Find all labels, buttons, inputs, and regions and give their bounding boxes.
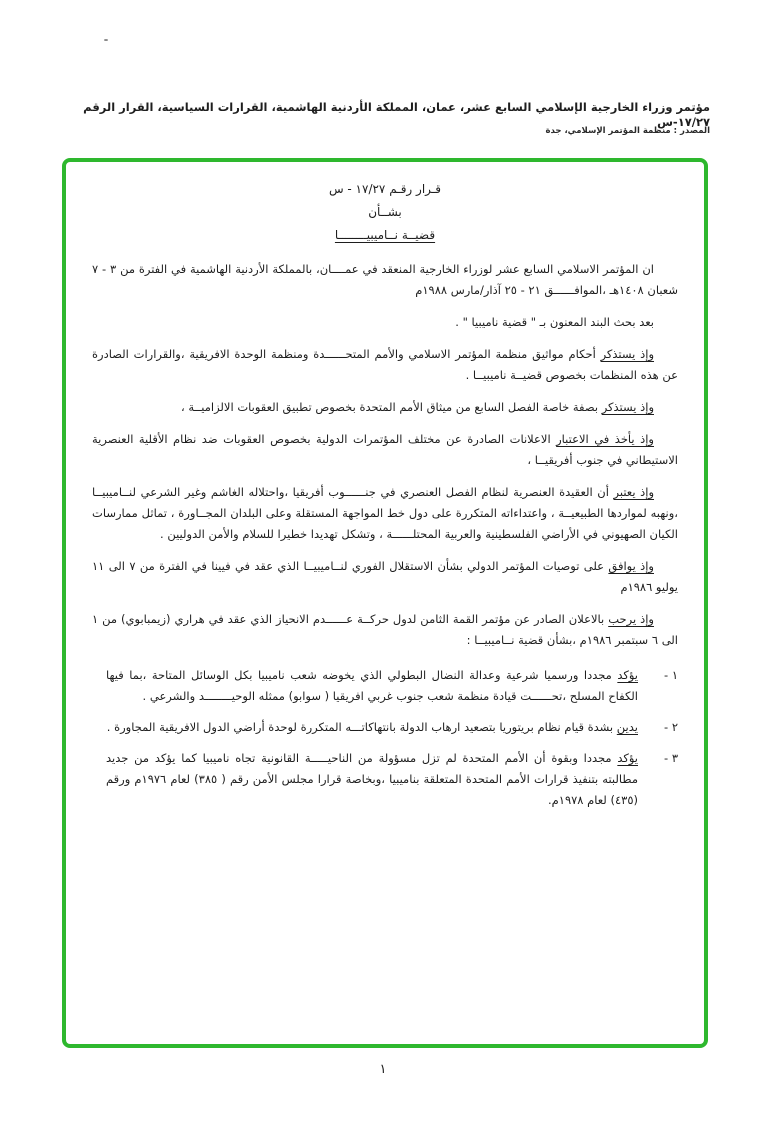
preamble-paragraph (92, 259, 678, 301)
paragraph-text: الاعلانات الصادرة عن مختلف المؤتمرات الدولية بخصوص العقوبات ضد نظام الأقلية العنصرية الاستيطاني في جنوب أفريقيــا ، (92, 432, 678, 467)
item-text: بشدة قيام نظام بريتوريا بتصعيد ارهاب الدولة بانتهاكاتـــه المتكررة لوحدة أراضي الدول الافريقية المجاورة . (106, 720, 617, 734)
item-number: ١ - (664, 668, 678, 682)
paragraph-text: أحكام مواثيق منظمة المؤتمر الاسلامي والأمم المتحــــــدة ومنظمة الوحدة الافريقية ،والقرارات الصادرة عن هذه المنظمات بخصوص قضيــة ناميبيــا . (92, 347, 678, 382)
paragraph-text: بعد بحث البند المعنون بـ " قضية ناميبيا " . (455, 315, 654, 329)
item-text-wrap (92, 665, 638, 707)
preamble-paragraph (92, 482, 678, 545)
preamble-paragraph (92, 556, 678, 598)
item-text: مجددا وبقوة أن الأمم المتحدة لم تزل مسؤولة من الناحيـــــة القانونية تجاه ناميبيا كما يؤكد من جديد مطالبته بتنفيذ قرارات الأمم المتحدة المتعلقة بناميبيا ،وبخاصة قرارا مجلس الأمن رقم ( ٣٨٥) لعام ١٩٧٦م ورقم (٤٣٥) لعام ١٩٧٨م. (106, 751, 638, 807)
preamble-paragraph (92, 344, 678, 386)
preamble-paragraph (92, 312, 678, 333)
resolution-item (92, 748, 678, 811)
paragraph-lead: وإذ يأخذ في الاعتبار (556, 432, 654, 446)
preamble-paragraph (92, 397, 678, 418)
item-text-wrap (92, 717, 638, 738)
document-green-frame (62, 158, 708, 1048)
page-number: ١ (379, 1062, 387, 1077)
item-text: مجددا ورسميا شرعية وعدالة النضال البطولي الذي يخوضه شعب ناميبيا بكل الوسائل المتاحة ،بما فيها الكفاح المسلح ،تحــــــت قيادة منظمة شعب جنوب غربي افريقيا ( سوابو) ممثله الوحيــــــــد والشرعي . (106, 668, 638, 703)
paragraph-text: بصفة خاصة الفصل السابع من ميثاق الأمم المتحدة بخصوص تطبيق العقوبات الالزاميــة ، (180, 400, 602, 414)
resolution-item (92, 665, 678, 707)
item-text-wrap (92, 748, 638, 811)
resolution-regarding-label: بشــأن (368, 205, 402, 219)
paragraph-lead: وإذ يوافق (608, 559, 654, 573)
resolution-title-block (92, 178, 678, 247)
paragraph-lead: وإذ يستذكر (601, 400, 654, 414)
preamble-paragraph (92, 609, 678, 651)
document-header-citation: مؤتمر وزراء الخارجية الإسلامي السابع عشر، عمان، المملكة الأردنية الهاشمية، القرارات السياسية، القرار الرقم ١٧/٢٧-س (83, 100, 710, 129)
document-source-line: المصدر : منظمة المؤتمر الإسلامي، جدة (545, 126, 710, 136)
paragraph-text: أن العقيدة العنصرية لنظام الفصل العنصري في جنــــــوب أفريقيا ،واحتلاله الغاشم وغير الشرعي لنــاميبيــا ،ونهبه لمواردها الطبيعيــة ، واعتداءاته المتكررة على دول خط المواجهة المستقلة وعلى البلدان المجــاورة ، تماثل ممارسات الكيان الصهيوني في الأراضي الفلسطينية والعربية المحتلــــــة ، وتشكل تهديدا خطيرا للسلام والأمن الدوليين . (92, 485, 678, 541)
paragraph-text: على توصيات المؤتمر الدولي بشأن الاستقلال الفوري لنــاميبيــا الذي عقد في فيينا في الفترة من ٧ الى ١١ يوليو ١٩٨٦م (92, 559, 678, 594)
paragraph-text: ان المؤتمر الاسلامي السابع عشر لوزراء الخارجية المنعقد في عمــــان، بالمملكة الأردنية الهاشمية في الفترة من ٣ - ٧ شعبان ١٤٠٨هـ ،الموافــــــق ٢١ - ٢٥ آذار/مارس ١٩٨٨م (92, 262, 678, 297)
paragraph-lead: وإذ يرحب (608, 612, 654, 626)
item-number: ٣ - (664, 751, 678, 765)
preamble-paragraph (92, 429, 678, 471)
paragraph-text: بالاعلان الصادر عن مؤتمر القمة الثامن لدول حركــة عــــــدم الانحياز الذي عقد في هراري (زيمبابوي) من ١ الى ٦ سبتمبر ١٩٨٦م ،بشأن قضية نــاميبيــا : (92, 612, 678, 647)
resolution-number: قـرار رقـم ١٧/٢٧ - س (328, 182, 442, 196)
paragraph-lead: وإذ يستذكر (600, 347, 655, 361)
scan-speck (104, 39, 108, 41)
resolution-subject: قضيــة نــاميبيــــــــا (334, 228, 436, 242)
resolution-item (92, 717, 678, 738)
paragraph-lead: وإذ يعتبر (613, 485, 655, 499)
item-lead: يؤكد (617, 751, 638, 765)
item-number: ٢ - (664, 720, 678, 734)
item-lead: يدين (616, 720, 638, 734)
resolution-items-list (92, 665, 678, 811)
item-lead: يؤكد (617, 668, 638, 682)
